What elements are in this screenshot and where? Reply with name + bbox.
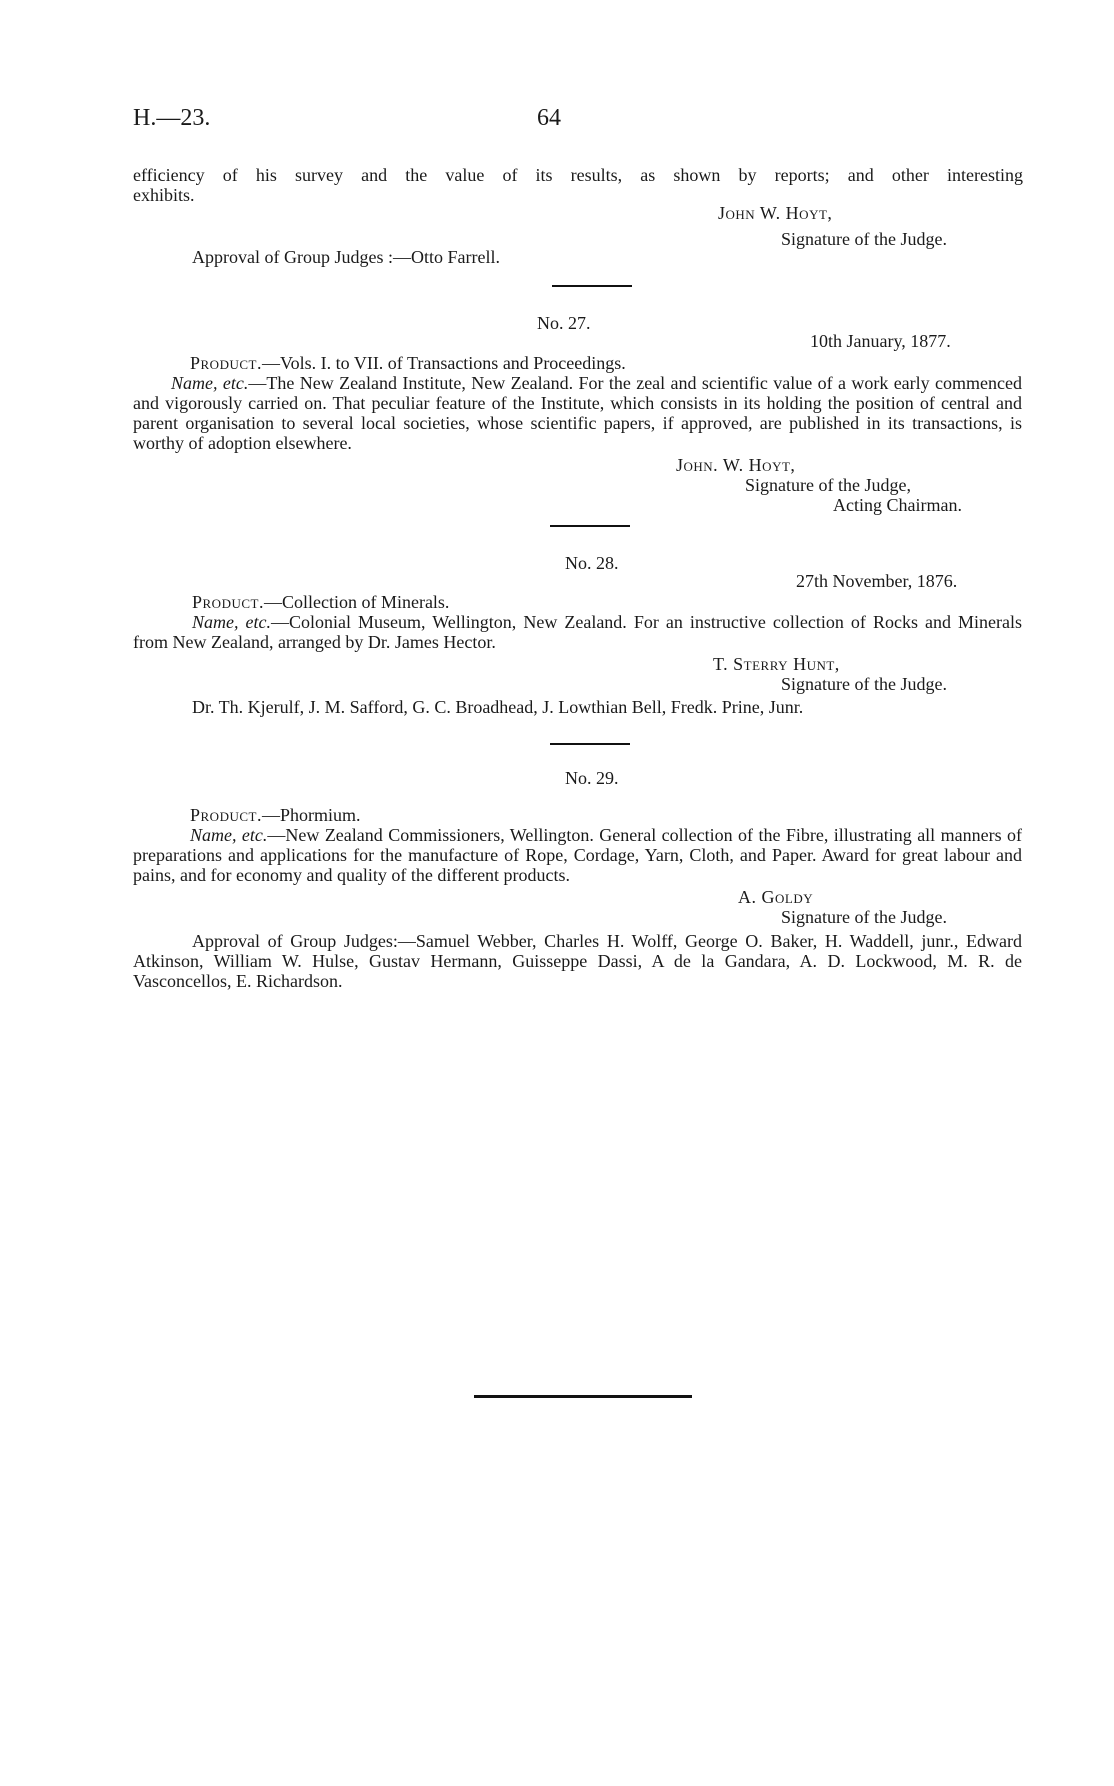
entry-28-product: Product.—Collection of Minerals. bbox=[192, 592, 450, 612]
end-rule bbox=[474, 1395, 692, 1398]
entry-29-signer-role: Signature of the Judge. bbox=[781, 907, 947, 927]
intro-line-2: exhibits. bbox=[133, 185, 195, 205]
intro-signer-name: John W. Hoyt, bbox=[718, 203, 833, 223]
section-divider bbox=[550, 525, 630, 527]
entry-27-signer-role-2: Acting Chairman. bbox=[833, 495, 962, 515]
entry-28-judges: Dr. Th. Kjerulf, J. M. Safford, G. C. Broadhead, J. Lowthian Bell, Fredk. Prine, Junr. bbox=[192, 697, 804, 717]
entry-27-product: Product.—Vols. I. to VII. of Transactions and Proceedings. bbox=[190, 353, 626, 373]
entry-28-date: 27th November, 1876. bbox=[796, 571, 958, 591]
entry-27-signer-name: John. W. Hoyt, bbox=[676, 455, 796, 475]
entry-28-description: Name, etc.—Colonial Museum, Wellington, New Zealand. For an instructive collection of Rocks and Minerals from New Zealand, arranged by Dr. James Hector. bbox=[133, 612, 1022, 652]
entry-28-number: No. 28. bbox=[565, 553, 619, 573]
entry-29-approval: Approval of Group Judges:—Samuel Webber, Charles H. Wolff, George O. Baker, H. Waddell, junr., Edward Atkinson, William W. Hulse, Gustav Hermann, Guisseppe Dassi, A de la Gandara, A. D. Lockwood, M. R. de Vasconcellos, E. Richardson. bbox=[133, 931, 1022, 991]
entry-27-signer-role: Signature of the Judge, bbox=[745, 475, 911, 495]
section-divider bbox=[552, 285, 632, 287]
entry-28-signer-name: T. Sterry Hunt, bbox=[713, 654, 840, 674]
intro-signer-role: Signature of the Judge. bbox=[781, 229, 947, 249]
entry-29-product: Product.—Phormium. bbox=[190, 805, 361, 825]
entry-28-signer-role: Signature of the Judge. bbox=[781, 674, 947, 694]
page-number: 64 bbox=[537, 105, 561, 131]
entry-29-number: No. 29. bbox=[565, 768, 619, 788]
intro-approval: Approval of Group Judges :—Otto Farrell. bbox=[192, 247, 500, 267]
entry-27-description: Name, etc.—The New Zealand Institute, New Zealand. For the zeal and scientific value of a work early commenced and vigorously carried on. That peculiar feature of the Institute, which consists in its holding the position of central and parent organisation to several local societies, whose scientific papers, if approved, are published in its transactions, is worthy of adoption elsewhere. bbox=[133, 373, 1022, 453]
entry-27-number: No. 27. bbox=[537, 313, 591, 333]
entry-27-date: 10th January, 1877. bbox=[810, 331, 951, 351]
document-code: H.—23. bbox=[133, 105, 211, 131]
entry-29-description: Name, etc.—New Zealand Commissioners, Wellington. General collection of the Fibre, illustrating all manners of preparations and applications for the manufacture of Rope, Cordage, Yarn, Cloth, and Paper. Award for great labour and pains, and for economy and quality of the different products. bbox=[133, 825, 1023, 885]
section-divider bbox=[550, 743, 630, 745]
intro-line-1: efficiency of his survey and the value of its results, as shown by reports; and other interesting bbox=[133, 165, 1023, 185]
entry-29-signer-name: A. Goldy bbox=[738, 887, 814, 907]
